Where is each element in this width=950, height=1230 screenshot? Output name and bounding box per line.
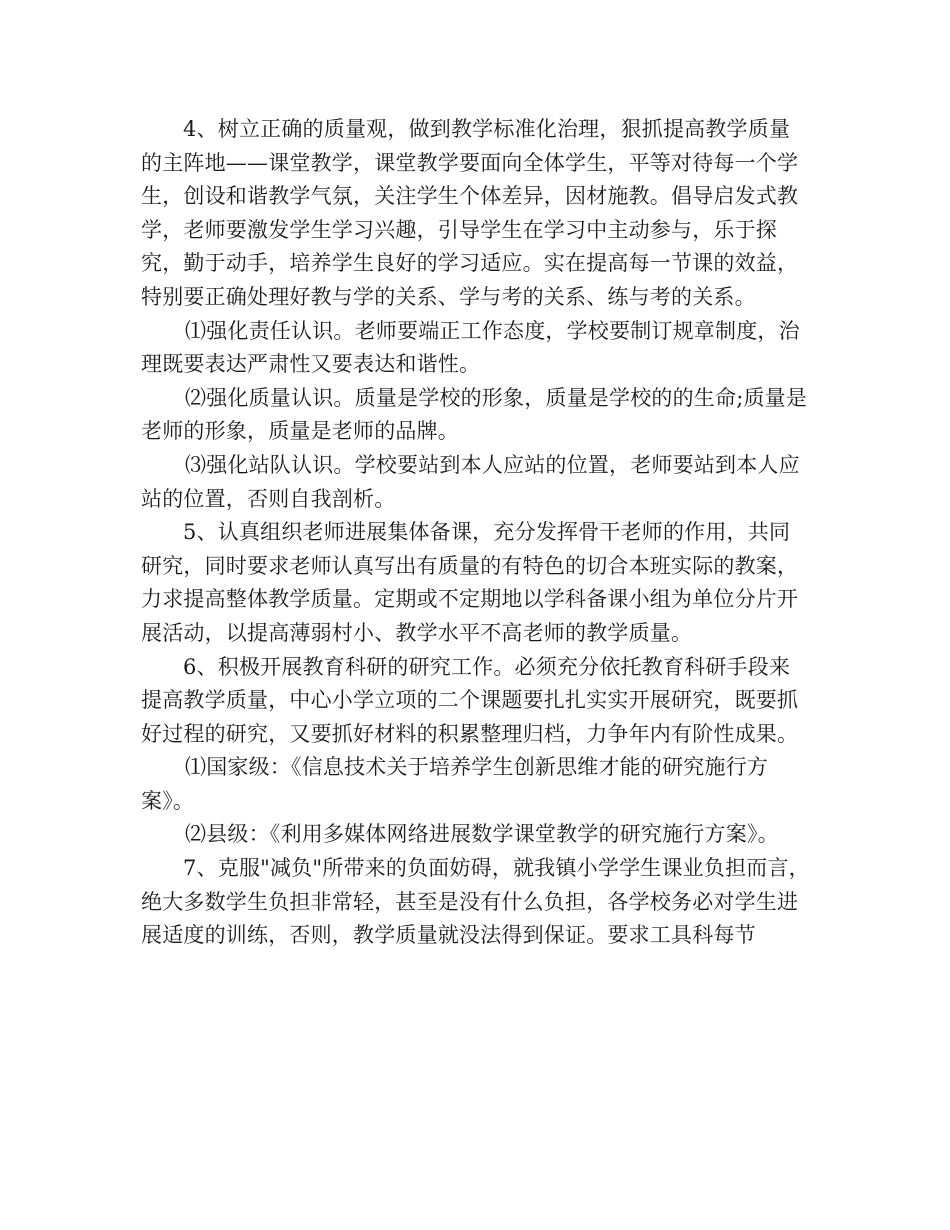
paragraph-subitem-2: ⑵强化质量认识。质量是学校的形象，质量是学校的的生命;质量是老师的形象，质量是老师的品牌。 — [141, 385, 808, 444]
paragraph-subitem-3: ⑶强化站队认识。学校要站到本人应站的位置，老师要站到本人应站的位置，否则自我剖析。 — [141, 452, 800, 511]
paragraph-subitem-1: ⑴强化责任认识。老师要端正工作态度，学校要制订规章制度，治理既要表达严肃性又要表达和谐性。 — [141, 318, 800, 377]
paragraph-item-6: 6、积极开展教育科研的研究工作。必须充分依托教育科研手段来提高教学质量，中心小学立项的二个课题要扎扎实实开展研究，既要抓好过程的研究，又要抓好材料的积累整理归档，力争年内有阶性成果。 — [141, 654, 799, 746]
paragraph-project-county: ⑵县级：《利用多媒体网络进展数学课堂教学的研究施行方案》。 — [185, 822, 779, 847]
paragraph-project-national: ⑴国家级：《信息技术关于培养学生创新思维才能的研究施行方案》。 — [141, 755, 769, 813]
paragraph-item-4: 4、树立正确的质量观，做到教学标准化治理，狠抓提高教学质量的主阵地——课堂教学，课堂教学要面向全体学生，平等对待每一个学生，创设和谐教学气氛，关注学生个体差异，因材施教。倡导启发式教学，老师要激发学生学习兴趣，引导学生在学习中主动参与，乐于探究，勤于动手，培养学生良好的学习适应。实在提高每一节课的效益，特别要正确处理好教与学的关系、学与考的关系、练与考的关系。 — [141, 117, 799, 309]
document-body — [141, 113, 811, 953]
paragraph-item-5: 5、认真组织老师进展集体备课，充分发挥骨干老师的作用，共同研究，同时要求老师认真写出有质量的有特色的切合本班实际的教案，力求提高整体教学质量。定期或不定期地以学科备课小组为单位分片开展活动，以提高薄弱村小、教学水平不高老师的教学质量。 — [141, 520, 799, 645]
paragraph-item-7: 7、克服"减负"所带来的负面妨碍，就我镇小学学生课业负担而言，绝大多数学生负担非常轻，甚至是没有什么负担，各学校务必对学生进展适度的训练，否则，教学质量就没法得到保证。要求工具科每节 — [141, 856, 810, 948]
